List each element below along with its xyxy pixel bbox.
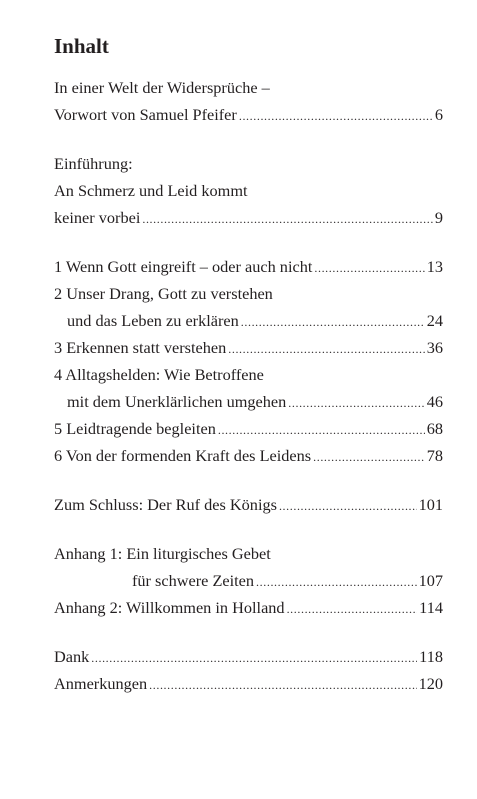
toc-heading: Inhalt xyxy=(54,34,109,58)
toc-entry-line xyxy=(54,388,443,415)
page-number: 101 xyxy=(418,495,443,514)
toc-entry-line xyxy=(54,594,443,621)
toc-entry-line xyxy=(54,643,443,670)
toc-chapter-5[interactable] xyxy=(54,415,443,442)
toc-chapter-4[interactable] xyxy=(54,361,443,415)
toc-entry-line xyxy=(54,101,443,128)
page-number: 36 xyxy=(426,338,443,357)
toc-page xyxy=(0,34,477,799)
dot-leader xyxy=(287,596,418,623)
toc-entry-label: Dank xyxy=(54,647,90,666)
toc-entry-label: und das Leben zu erklären xyxy=(67,311,239,330)
toc-entry-dank[interactable] xyxy=(54,643,443,670)
toc-entry-line xyxy=(54,442,443,469)
toc-entry-line xyxy=(54,334,443,361)
page-number: 9 xyxy=(434,208,443,227)
toc-entry-vorwort[interactable] xyxy=(54,74,443,128)
page-number: 24 xyxy=(426,311,443,330)
toc-chapter-3[interactable] xyxy=(54,334,443,361)
toc-entry-label: 1 Wenn Gott eingreift – oder auch nicht xyxy=(54,257,313,276)
page-number: 78 xyxy=(426,446,443,465)
dot-leader xyxy=(314,255,424,282)
toc-entry-label: mit dem Unerklärlichen umgehen xyxy=(67,392,287,411)
page-number: 107 xyxy=(418,571,443,590)
dot-leader xyxy=(149,672,416,699)
page-number: 120 xyxy=(418,674,443,693)
toc-entry-label: für schwere Zeiten xyxy=(132,571,255,590)
toc-chapter-6[interactable] xyxy=(54,442,443,469)
page-number: 68 xyxy=(426,419,443,438)
toc-entry-label: Anmerkungen xyxy=(54,674,148,693)
page-number: 6 xyxy=(434,105,443,124)
dot-leader xyxy=(313,444,425,471)
toc-entry-einfuehrung[interactable] xyxy=(54,150,443,231)
page-number: 118 xyxy=(419,647,443,666)
dot-leader xyxy=(241,309,425,336)
page-number: 13 xyxy=(426,257,443,276)
toc-entry-line: In einer Welt der Widersprüche – xyxy=(54,78,270,97)
toc-chapter-2[interactable] xyxy=(54,280,443,334)
toc-entry-anmerkungen[interactable] xyxy=(54,670,443,697)
toc-entry-line xyxy=(54,567,443,594)
toc-entry-schluss[interactable] xyxy=(54,491,443,518)
toc-entry-line: An Schmerz und Leid kommt xyxy=(54,181,248,200)
dot-leader xyxy=(91,645,417,672)
toc-entry-line: Anhang 1: Ein liturgisches Gebet xyxy=(54,544,271,563)
toc-entry-label: Anhang 2: Willkommen in Holland xyxy=(54,598,285,617)
toc-entry-line xyxy=(54,307,443,334)
toc-entry-line: Einführung: xyxy=(54,154,133,173)
toc-entry-label: Vorwort von Samuel Pfeifer xyxy=(54,105,237,124)
toc-entry-line xyxy=(54,253,443,280)
dot-leader xyxy=(256,569,417,596)
dot-leader xyxy=(239,103,433,130)
dot-leader xyxy=(228,336,424,363)
page-number: 46 xyxy=(426,392,443,411)
toc-entry-line: 4 Alltagshelden: Wie Betroffene xyxy=(54,365,264,384)
dot-leader xyxy=(142,206,433,233)
toc-entry-line xyxy=(54,204,443,231)
toc-entry-label: 5 Leidtragende begleiten xyxy=(54,419,216,438)
toc-entry-label: 3 Erkennen statt verstehen xyxy=(54,338,227,357)
toc-entry-label: 6 Von der formenden Kraft des Leidens xyxy=(54,446,312,465)
toc-chapter-1[interactable] xyxy=(54,253,443,280)
dot-leader xyxy=(218,417,425,444)
toc-entry-anhang-1[interactable] xyxy=(54,540,443,594)
toc-entry-line xyxy=(54,415,443,442)
toc-entry-label: keiner vorbei xyxy=(54,208,141,227)
toc-entry-line xyxy=(54,491,443,518)
toc-entry-label: Zum Schluss: Der Ruf des Königs xyxy=(54,495,277,514)
toc-entry-line: 2 Unser Drang, Gott zu verstehen xyxy=(54,284,273,303)
dot-leader xyxy=(288,390,424,417)
toc-entry-line xyxy=(54,670,443,697)
toc-entry-anhang-2[interactable] xyxy=(54,594,443,621)
page-number: 114 xyxy=(419,598,443,617)
dot-leader xyxy=(279,493,417,520)
